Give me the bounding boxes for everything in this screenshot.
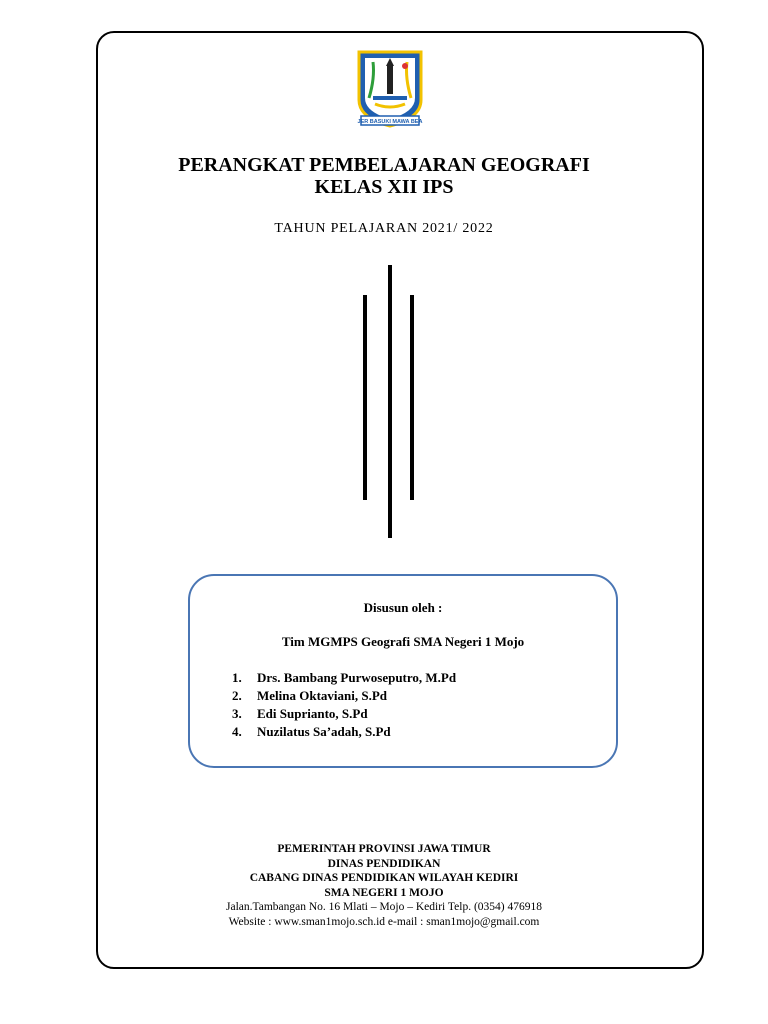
list-item [232,723,456,741]
document-title: PERANGKAT PEMBELAJARAN GEOGRAFI [178,154,590,176]
footer-branch: CABANG DINAS PENDIDIKAN WILAYAH KEDIRI [249,872,519,884]
academic-year: TAHUN PELAJARAN 2021/ 2022 [274,221,494,236]
list-number: 3. [232,706,242,721]
east-java-coat-of-arms-icon [355,48,425,130]
list-item [232,705,456,723]
compiled-by-label: Disusun oleh : [363,600,443,615]
footer-school: SMA NEGERI 1 MOJO [324,886,444,899]
footer-government: PEMERINTAH PROVINSI JAWA TIMUR [277,843,491,855]
authors-list [232,669,456,741]
decorative-bar-left [363,295,367,500]
footer-address: Jalan.Tambangan No. 16 Mlati – Mojo – Kediri Telp. (0354) 476918 [226,901,542,913]
author-name: Melina Oktaviani, S.Pd [257,688,388,703]
decorative-bar-right [410,295,414,500]
authors-box [188,574,618,768]
list-number: 2. [232,688,242,703]
team-name: Tim MGMPS Geografi SMA Negeri 1 Mojo [281,634,525,649]
institution-footer [0,842,768,929]
list-number: 1. [232,670,242,685]
list-item [232,687,456,705]
decorative-bar-center [388,265,392,538]
list-number: 4. [232,724,242,739]
list-item [232,669,456,687]
author-name: Drs. Bambang Purwoseputro, M.Pd [257,670,457,685]
author-name: Edi Suprianto, S.Pd [257,706,368,721]
footer-department: DINAS PENDIDIKAN [327,857,441,870]
footer-contact: Website : www.sman1mojo.sch.id e-mail : sman1mojo@gmail.com [228,915,540,928]
logo-motto: JER BASUKI MAWA BEA [357,119,423,125]
author-name: Nuzilatus Sa’adah, S.Pd [257,724,391,739]
document-subtitle: KELAS XII IPS [314,176,454,198]
